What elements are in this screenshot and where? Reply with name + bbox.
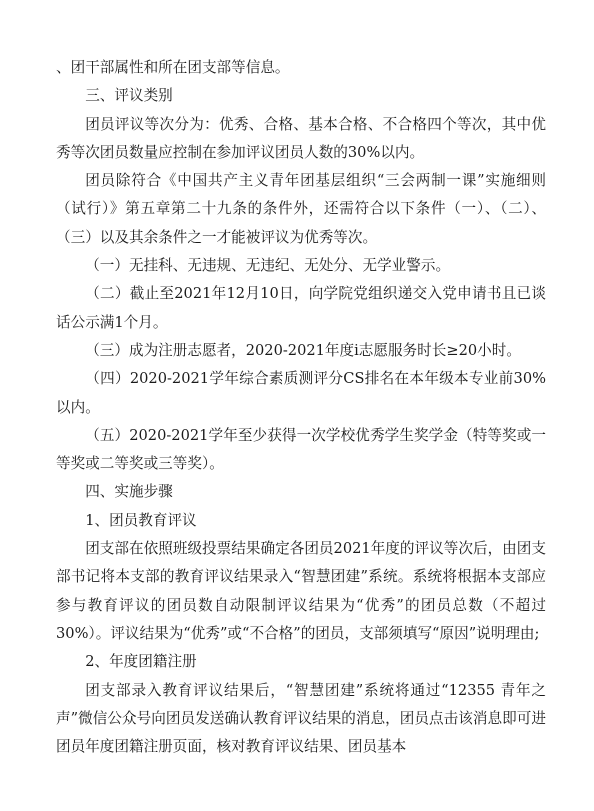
subheading-annual-registration: 2、年度团籍注册: [85, 653, 197, 671]
paragraph-grades: 团员评议等次分为：优秀、合格、基本合格、不合格四个等次，其中优秀等次团员数量应控制在参加评议团员人数的30%以内。: [56, 115, 546, 161]
section-heading-evaluation-categories: 三、评议类别: [85, 87, 173, 105]
paragraph-education-evaluation: 团支部在依照班级投票结果确定各团员2021年度的评议等次后，由团支部书记将本支部的教育评议结果录入“智慧团建”系统。系统将根据本支部应参与教育评议的团员数自动限制评议结果为“优秀”的团员总数（不超过30%）。评议结果为“优秀”或“不合格”的团员，支部须填写“原因”说明理由;: [56, 540, 546, 642]
paragraph-annual-registration: 团支部录入教育评议结果后，“智慧团建”系统将通过“12355 青年之声”微信公众号向团员发送确认教育评议结果的消息，团员点击该消息即可进团员年度团籍注册页面，核对教育评议结果、团员基本: [56, 681, 546, 756]
continued-text: 、团干部属性和所在团支部等信息。: [56, 59, 290, 76]
condition-item-3: （三）成为注册志愿者，2020-2021年度i志愿服务时长≥20小时。: [85, 341, 521, 359]
condition-item-1: （一）无挂科、无违规、无违纪、无处分、无学业警示。: [85, 257, 451, 275]
paragraph-conditions: 团员除符合《中国共产主义青年团基层组织“三会两制一课”实施细则（试行）》第五章第二十九条的条件外，还需符合以下条件（一）、（二）、（三）以及其余条件之一才能被评议为优秀等次。: [56, 172, 546, 246]
condition-item-2: （二）截止至2021年12月10日，向学院党组织递交入党申请书且已谈话公示满1个月。: [56, 285, 546, 331]
condition-item-5: （五）2020-2021学年至少获得一次学校优秀学生奖学金（特等奖或一等奖或二等奖或三等奖）。: [56, 426, 546, 473]
condition-item-4: （四）2020-2021学年综合素质测评分CS排名在本年级本专业前30%以内。: [56, 370, 546, 416]
section-heading-implementation: 四、实施步骤: [85, 483, 173, 501]
document-page: [56, 54, 546, 761]
subheading-education-evaluation: 1、团员教育评议: [85, 511, 197, 529]
